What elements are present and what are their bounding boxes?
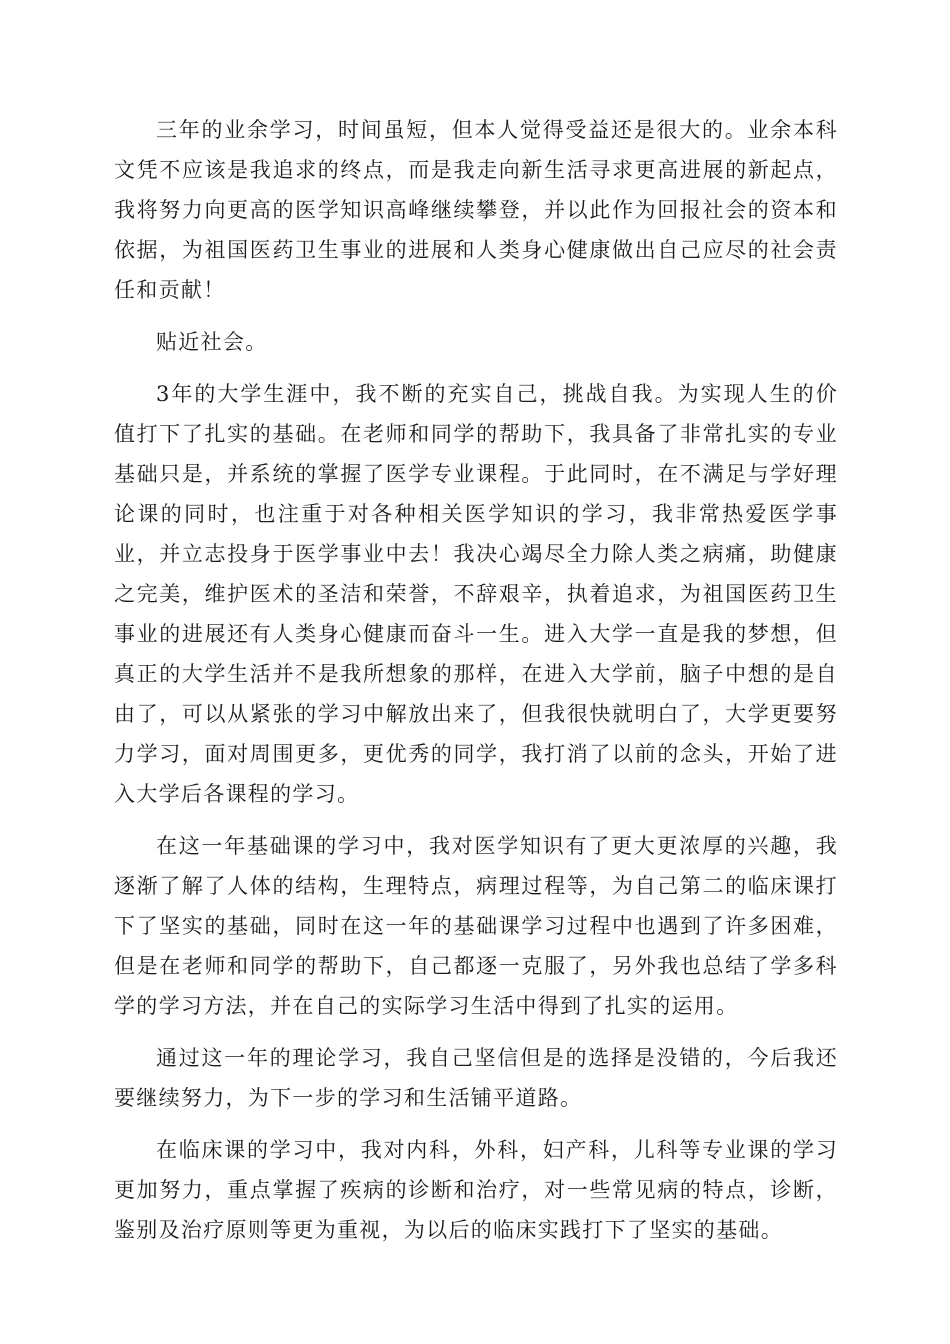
paragraph-clinical-courses: 在临床课的学习中，我对内科，外科，妇产科，儿科等专业课的学习更加努力，重点掌握了疾病的诊断和治疗，对一些常见病的特点，诊断，鉴别及治疗原则等更为重视，为以后的临床实践打下了坚实的基础。 bbox=[114, 1138, 838, 1242]
paragraph-theory-study: 通过这一年的理论学习，我自己坚信但是的选择是没错的，今后我还要继续努力，为下一步的学习和生活铺平道路。 bbox=[114, 1046, 838, 1110]
document-body bbox=[114, 110, 838, 1262]
paragraph-basic-courses: 在这一年基础课的学习中，我对医学知识有了更大更浓厚的兴趣，我逐渐了解了人体的结构，生理特点，病理过程等，为自己第二的临床课打下了坚实的基础，同时在这一年的基础课学习过程中也遇到了许多困难，但是在老师和同学的帮助下，自己都逐一克服了，另外我也总结了学多科学的学习方法，并在自己的实际学习生活中得到了扎实的运用。 bbox=[114, 834, 838, 1018]
paragraph-heading: 贴近社会。 bbox=[156, 330, 268, 354]
paragraph-conclusion: 三年的业余学习，时间虽短，但本人觉得受益还是很大的。业余本科文凭不应该是我追求的终点，而是我走向新生活寻求更高进展的新起点，我将努力向更高的医学知识高峰继续攀登，并以此作为回报社会的资本和依据，为祖国医药卫生事业的进展和人类身心健康做出自己应尽的社会责任和贡献！ bbox=[114, 118, 838, 302]
paragraph-university-life: 3年的大学生涯中，我不断的充实自己，挑战自我。为实现人生的价值打下了扎实的基础。在老师和同学的帮助下，我具备了非常扎实的专业基础只是，并系统的掌握了医学专业课程。于此同时，在不满足与学好理论课的同时，也注重于对各种相关医学知识的学习，我非常热爱医学事业，并立志投身于医学事业中去！我决心竭尽全力除人类之病痛，助健康之完美，维护医术的圣洁和荣誉，不辞艰辛，执着追求，为祖国医药卫生事业的进展还有人类身心健康而奋斗一生。进入大学一直是我的梦想，但真正的大学生活并不是我所想象的那样，在进入大学前，脑子中想的是自由了，可以从紧张的学习中解放出来了，但我很快就明白了，大学更要努力学习，面对周围更多，更优秀的同学，我打消了以前的念头，开始了进入大学后各课程的学习。 bbox=[114, 382, 838, 806]
